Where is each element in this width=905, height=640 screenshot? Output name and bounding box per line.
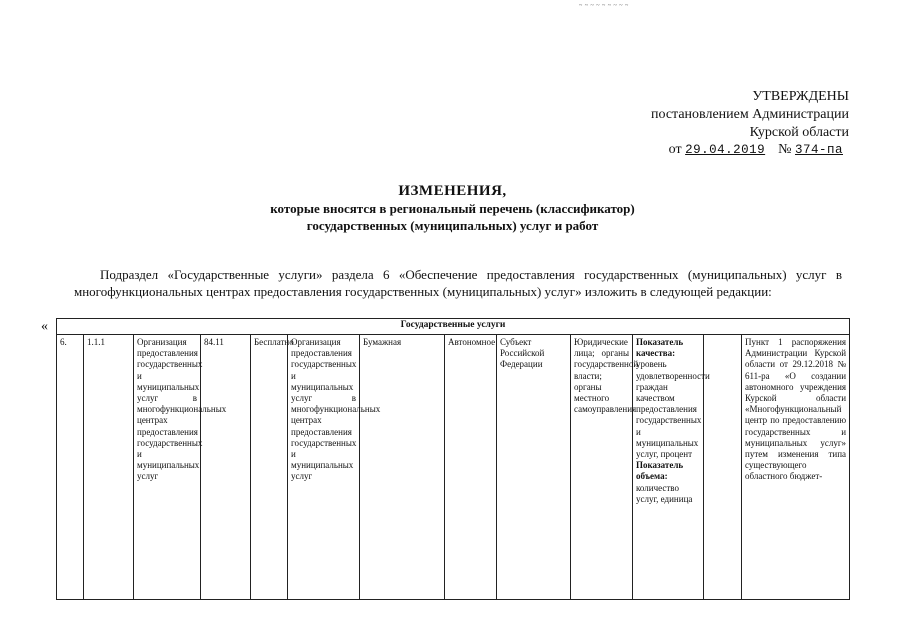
approval-date: 29.04.2019 (685, 143, 766, 157)
body-paragraph (74, 266, 842, 300)
cell-service-name: Организация предоставления государственных и муниципальных услуг в многофункциональных центрах предоставления государственных и муниципальных услуг (134, 335, 201, 600)
cell-consumers: Юридические лица; органы государственной власти; органы местного самоуправления (571, 335, 633, 600)
table-row (57, 335, 850, 600)
document-title: ИЗМЕНЕНИЯ, (398, 183, 507, 199)
volume-indicator-text: количество услуг, единица (636, 482, 693, 504)
volume-indicator-label: Показатель объема: (636, 460, 684, 482)
quality-indicator-label: Показатель качества: (636, 337, 684, 359)
cell-service-content: Организация предоставления государственных и муниципальных услуг в многофункциональных центрах предоставления государственных и муниципальных услуг (288, 335, 360, 600)
cell-indicators (633, 335, 710, 600)
page-corner-mark: ~ ~ ~ ~ ~ ~ ~ ~ ~ (579, 3, 629, 9)
cell-founder: Субъект Российской Федерации (497, 335, 571, 600)
cell-legal-basis: Пункт 1 распоряжения Администрации Курской области от 29.12.2018 № 611-ра «О создании автономного учреждения Курской области «Многофункциональный центр по предоставлению государственных и муниципальных услуг» путем изменения типа существующего областного бюджет- (742, 335, 850, 600)
number-prefix: № (778, 142, 792, 157)
approval-heading: УТВЕРЖДЕНЫ (752, 89, 849, 104)
approval-line-2: Курской области (749, 125, 849, 140)
cell-okved: 84.11 (201, 335, 251, 600)
table-section-header: Государственные услуги (57, 319, 850, 335)
cell-institution-type: Автономное (445, 335, 497, 600)
cell-payment: Бесплатно (251, 335, 288, 600)
approval-date-number (669, 142, 843, 158)
date-prefix: от (668, 142, 682, 157)
body-paragraph-text: Подраздел «Государственные услуги» раздела 6 «Обеспечение предоставления государственных (муниципальных) услуг в многофункциональных центрах предоставления государственных (муниципальных) услуг» изложить в следующей редакции: (74, 267, 842, 299)
cell-form: Бумажная (360, 335, 445, 600)
opening-quote: « (41, 319, 48, 334)
quality-indicator-text: уровень удовлетворенности граждан качеством предоставления государственных и муниципальных услуг, процент (636, 359, 710, 460)
approval-number: 374-па (794, 143, 843, 157)
document-subtitle-2: государственных (муниципальных) услуг и работ (306, 218, 599, 233)
cell-row-number: 6. (57, 335, 84, 600)
approval-block (651, 88, 849, 142)
cell-code: 1.1.1 (84, 335, 134, 600)
approval-line-1: постановлением Администрации (651, 107, 849, 122)
services-table (56, 318, 850, 600)
document-subtitle-1: которые вносятся в региональный перечень (классификатор) (270, 201, 635, 216)
